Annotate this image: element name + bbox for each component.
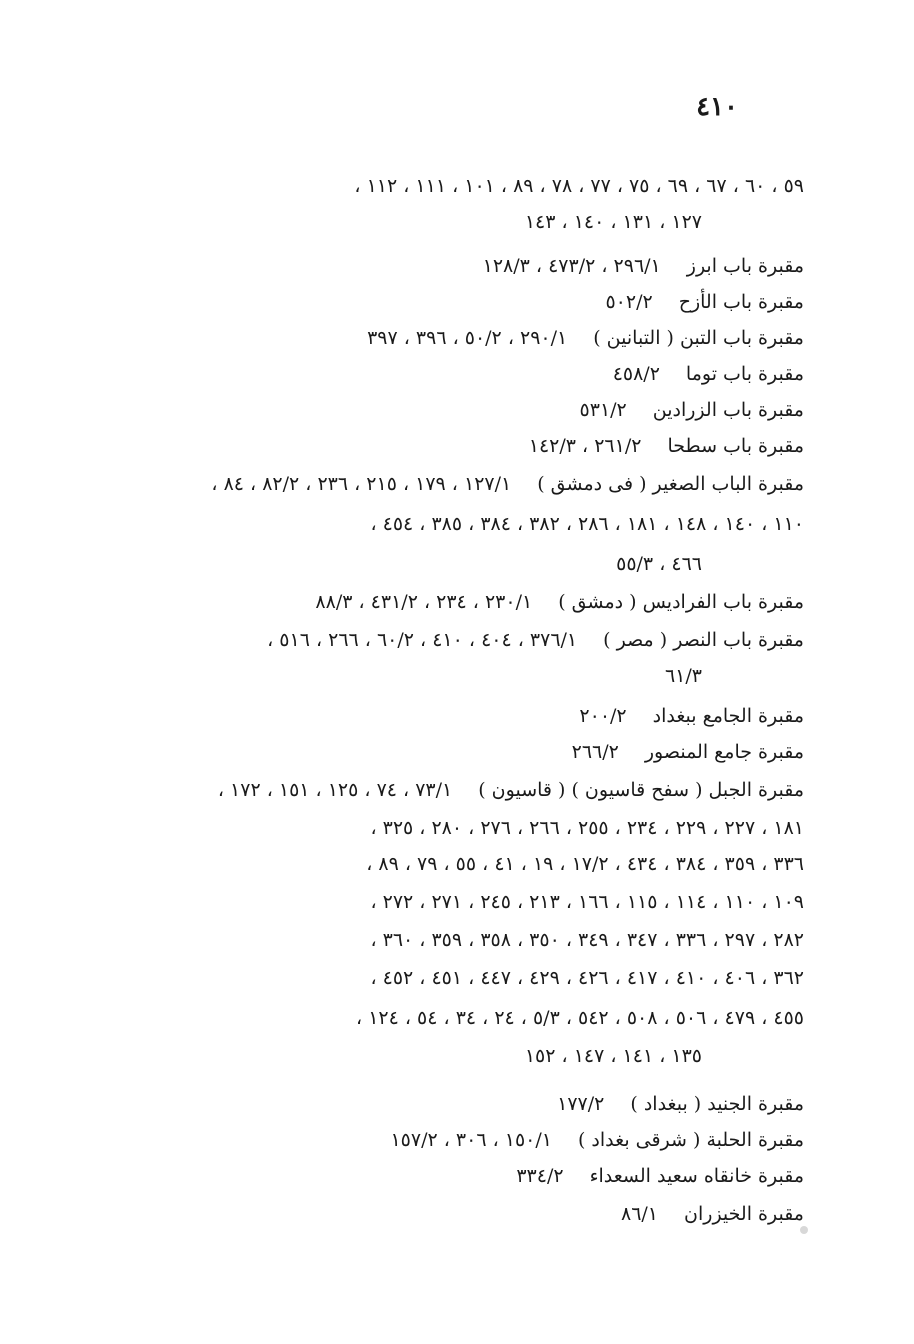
index-line: [580, 398, 804, 422]
entry-refs: ٣٧٦/١ ، ٤٠٤ ، ٤١٠ ، ٦٠/٢ ، ٢٦٦ ، ٥١٦ ،: [267, 629, 578, 651]
entry-refs: ١٨١ ، ٢٢٧ ، ٢٢٩ ، ٢٣٤ ، ٢٥٥ ، ٢٦٦ ، ٢٧٦ ، ٢٨٠ ، ٣٢٥ ،: [370, 817, 804, 839]
entry-refs: ١٠٩ ، ١١٠ ، ١١٤ ، ١١٥ ، ١٦٦ ، ٢١٣ ، ٢٤٥ ، ٢٧١ ، ٢٧٢ ،: [370, 891, 804, 913]
index-line: [370, 816, 804, 840]
index-line: [613, 362, 804, 386]
entry-name: مقبرة باب النصر ( مصر ): [603, 629, 804, 651]
entry-refs: ١١٠ ، ١٤٠ ، ١٤٨ ، ١٨١ ، ٢٨٦ ، ٣٨٢ ، ٣٨٤ ، ٣٨٥ ، ٤٥٤ ،: [370, 513, 804, 535]
index-line: [370, 966, 804, 990]
entry-refs: ٤٥٨/٢: [612, 363, 660, 385]
entry-name: مقبرة باب ابرز: [686, 255, 804, 277]
entry-refs: ٧٣/١ ، ٧٤ ، ١٢٥ ، ١٥١ ، ١٧٢ ،: [217, 779, 453, 801]
entry-refs: ١٥٠/١ ، ٣٠٦ ، ١٥٧/٢: [390, 1129, 552, 1151]
index-line: [315, 590, 804, 614]
entry-refs: ١٢٧ ، ١٣١ ، ١٤٠ ، ١٤٣: [524, 211, 702, 233]
index-line: [572, 740, 804, 764]
entry-refs: ٣٣٤/٢: [516, 1165, 564, 1187]
entry-refs: ٤٦٦ ، ٥٥/٣: [616, 553, 702, 575]
entry-refs: ٢٦١/٢ ، ١٤٢/٣: [528, 435, 642, 457]
page-speck: [800, 1226, 808, 1234]
index-line: [367, 326, 804, 350]
index-line: [579, 704, 804, 728]
entry-name: مقبرة خانقاه سعيد السعداء: [589, 1165, 804, 1187]
index-line: [390, 1128, 804, 1152]
index-line: [605, 290, 804, 314]
index-line: [616, 552, 702, 576]
entry-refs: ١٢٧/١ ، ١٧٩ ، ٢١٥ ، ٢٣٦ ، ٨٢/٢ ، ٨٤ ،: [211, 473, 512, 495]
entry-refs: ٢٩٦/١ ، ٤٧٣/٢ ، ١٢٨/٣: [482, 255, 661, 277]
index-line: [370, 928, 804, 952]
entry-name: مقبرة باب توما: [685, 363, 804, 385]
index-line: [516, 1164, 804, 1188]
index-line: [483, 254, 804, 278]
index-line: [211, 472, 804, 496]
entry-name: مقبرة الباب الصغير ( فى دمشق ): [537, 473, 804, 495]
index-line: [529, 434, 804, 458]
entry-refs: ٢٨٢ ، ٢٩٧ ، ٣٣٦ ، ٣٤٧ ، ٣٤٩ ، ٣٥٠ ، ٣٥٨ ، ٣٥٩ ، ٣٦٠ ،: [370, 929, 804, 951]
entry-refs: ٦١/٣: [664, 665, 702, 687]
index-line: [557, 1092, 804, 1116]
index-line: [665, 664, 702, 688]
page-number: ٤١٠: [696, 92, 738, 122]
entry-name: مقبرة باب الأزح: [678, 291, 804, 313]
entry-name: مقبرة جامع المنصور: [644, 741, 804, 763]
entry-name: مقبرة باب التبن ( التبانين ): [593, 327, 804, 349]
index-line: [267, 628, 804, 652]
index-line: [621, 1202, 804, 1226]
index-line: [366, 852, 804, 876]
entry-refs: ١٧٧/٢: [557, 1093, 605, 1115]
entry-refs: ٢٩٠/١ ، ٥٠/٢ ، ٣٩٦ ، ٣٩٧: [367, 327, 568, 349]
entry-refs: ٣٦٢ ، ٤٠٦ ، ٤١٠ ، ٤١٧ ، ٤٢٦ ، ٤٢٩ ، ٤٤٧ ، ٤٥١ ، ٤٥٢ ،: [370, 967, 804, 989]
entry-name: مقبرة الجامع ببغداد: [652, 705, 804, 727]
index-line: [354, 174, 804, 198]
index-line: [525, 210, 702, 234]
entry-refs: ٢٦٦/٢: [571, 741, 619, 763]
entry-refs: ٥٠٢/٢: [605, 291, 653, 313]
entry-name: مقبرة الحلبة ( شرقى بغداد ): [577, 1129, 804, 1151]
entry-refs: ٣٣٦ ، ٣٥٩ ، ٣٨٤ ، ٤٣٤ ، ١٧/٢ ، ١٩ ، ٤١ ، ٥٥ ، ٧٩ ، ٨٩ ،: [366, 853, 804, 875]
entry-name: مقبرة الجنيد ( ببغداد ): [630, 1093, 804, 1115]
entry-name: مقبرة باب سطحا: [667, 435, 804, 457]
entry-refs: ٨٦/١: [621, 1203, 659, 1225]
index-line: [356, 1006, 804, 1030]
entry-name: مقبرة الجبل ( سفح قاسيون ) ( قاسيون ): [478, 779, 804, 801]
entry-refs: ٥٣١/٢: [579, 399, 627, 421]
entry-refs: ٢٠٠/٢: [579, 705, 627, 727]
entry-name: مقبرة باب الفراديس ( دمشق ): [558, 591, 804, 613]
entry-refs: ٢٣٠/١ ، ٢٣٤ ، ٤٣١/٢ ، ٨٨/٣: [315, 591, 533, 613]
index-line: [370, 890, 804, 914]
entry-refs: ٥٩ ، ٦٠ ، ٦٧ ، ٦٩ ، ٧٥ ، ٧٧ ، ٧٨ ، ٨٩ ، ١٠١ ، ١١١ ، ١١٢ ،: [354, 175, 804, 197]
entry-name: مقبرة الخيزران: [684, 1203, 804, 1225]
entry-refs: ١٣٥ ، ١٤١ ، ١٤٧ ، ١٥٢: [524, 1045, 702, 1067]
index-line: [370, 512, 804, 536]
index-line: [525, 1044, 702, 1068]
entry-name: مقبرة باب الزرادين: [652, 399, 804, 421]
entry-refs: ٤٥٥ ، ٤٧٩ ، ٥٠٦ ، ٥٠٨ ، ٥٤٢ ، ٥/٣ ، ٢٤ ، ٣٤ ، ٥٤ ، ١٢٤ ،: [356, 1007, 804, 1029]
index-line: [218, 778, 804, 802]
